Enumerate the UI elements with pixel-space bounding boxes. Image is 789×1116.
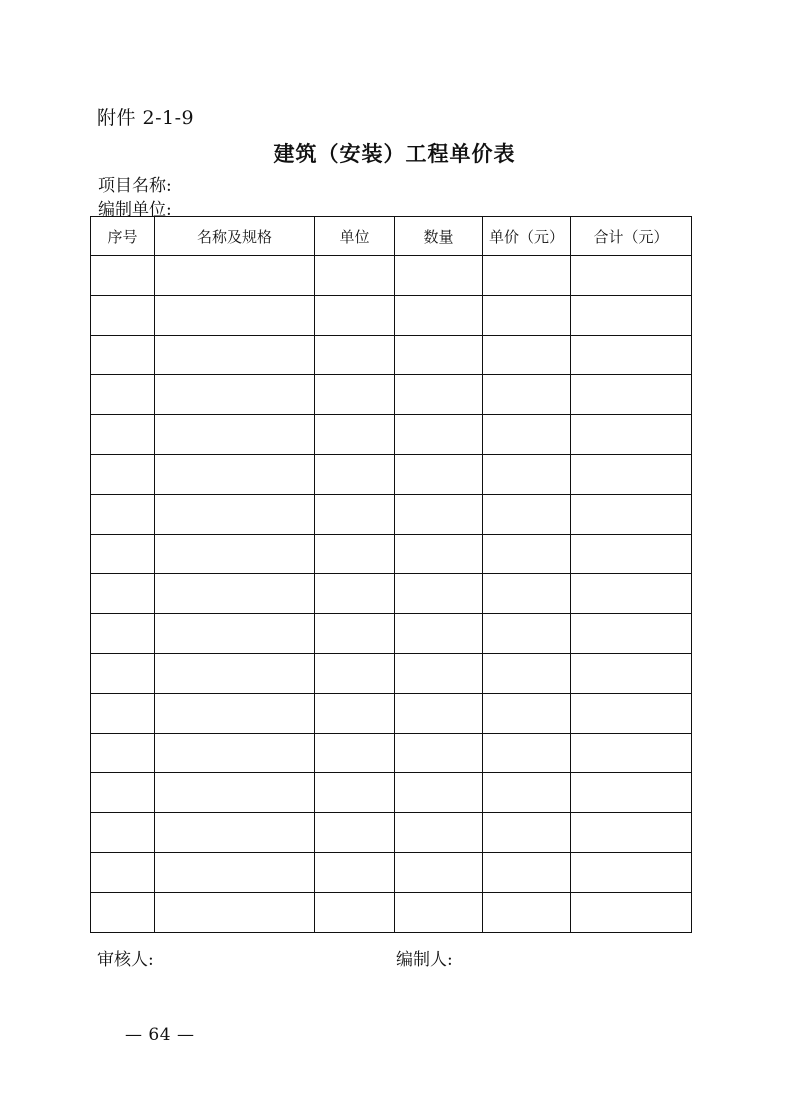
table-cell (315, 852, 395, 892)
table-cell (483, 574, 571, 614)
table-cell (395, 534, 483, 574)
table-cell (571, 693, 692, 733)
column-header-unit: 单位 (315, 217, 395, 256)
table-cell (91, 454, 155, 494)
table-cell (155, 773, 315, 813)
table-cell (91, 693, 155, 733)
compiler-label: 编制人: (396, 950, 453, 970)
table-body (91, 256, 692, 933)
table-cell (91, 534, 155, 574)
table-cell (315, 653, 395, 693)
table-cell (483, 892, 571, 932)
column-header-serial: 序号 (91, 217, 155, 256)
table-cell (91, 256, 155, 296)
table-cell (91, 773, 155, 813)
table-cell (315, 614, 395, 654)
table-cell (571, 335, 692, 375)
table-row (91, 534, 692, 574)
table-cell (155, 852, 315, 892)
table-cell (571, 892, 692, 932)
table-row (91, 852, 692, 892)
page-title: 建筑（安装）工程单价表 (273, 141, 516, 166)
table-cell (155, 335, 315, 375)
table-cell (483, 454, 571, 494)
table-cell (91, 295, 155, 335)
table-cell (315, 534, 395, 574)
table-row (91, 653, 692, 693)
table-row (91, 415, 692, 455)
table-cell (315, 574, 395, 614)
table-cell (571, 375, 692, 415)
table-cell (395, 693, 483, 733)
table-row (91, 614, 692, 654)
table-cell (91, 574, 155, 614)
table-cell (571, 852, 692, 892)
table-cell (155, 653, 315, 693)
table-cell (315, 494, 395, 534)
table-cell (571, 534, 692, 574)
table-cell (315, 415, 395, 455)
table-cell (155, 534, 315, 574)
table-cell (571, 256, 692, 296)
table-header-row (91, 217, 692, 256)
table-cell (315, 813, 395, 853)
table-cell (91, 335, 155, 375)
table-cell (395, 733, 483, 773)
table-cell (483, 614, 571, 654)
table-cell (483, 852, 571, 892)
table-row (91, 375, 692, 415)
table-cell (155, 256, 315, 296)
table-cell (315, 335, 395, 375)
table-cell (155, 415, 315, 455)
table-cell (91, 892, 155, 932)
table-cell (315, 256, 395, 296)
unit-price-table (90, 216, 692, 933)
table-cell (395, 335, 483, 375)
table-cell (155, 813, 315, 853)
table-cell (571, 813, 692, 853)
table-cell (155, 375, 315, 415)
table-cell (315, 693, 395, 733)
table-cell (315, 454, 395, 494)
column-header-unit-price: 单价（元） (483, 217, 571, 256)
column-header-name-spec: 名称及规格 (155, 217, 315, 256)
table-row (91, 813, 692, 853)
table-cell (483, 335, 571, 375)
table-cell (91, 852, 155, 892)
table-row (91, 892, 692, 932)
table-cell (155, 454, 315, 494)
compiling-unit-label: 编制单位: (98, 200, 172, 220)
table-cell (483, 494, 571, 534)
table-cell (483, 295, 571, 335)
table-cell (483, 773, 571, 813)
table-cell (395, 375, 483, 415)
reviewer-label: 审核人: (97, 950, 154, 970)
table-cell (395, 813, 483, 853)
attachment-label: 附件 2-1-9 (97, 107, 195, 129)
table-cell (483, 733, 571, 773)
table-cell (315, 295, 395, 335)
table-row (91, 256, 692, 296)
page-number: — 64 — (125, 1025, 195, 1045)
table-cell (571, 494, 692, 534)
table-cell (571, 773, 692, 813)
table-cell (571, 653, 692, 693)
table-cell (315, 375, 395, 415)
table-cell (91, 653, 155, 693)
table-row (91, 733, 692, 773)
table-row (91, 574, 692, 614)
table-cell (91, 415, 155, 455)
table-row (91, 454, 692, 494)
table-row (91, 295, 692, 335)
table-cell (315, 733, 395, 773)
table-cell (315, 892, 395, 932)
table-cell (395, 256, 483, 296)
table-cell (155, 574, 315, 614)
table-cell (155, 733, 315, 773)
table-cell (483, 653, 571, 693)
table-cell (155, 614, 315, 654)
table-cell (91, 733, 155, 773)
table-cell (571, 415, 692, 455)
table-cell (571, 574, 692, 614)
table-row (91, 335, 692, 375)
table-cell (395, 614, 483, 654)
table-cell (571, 295, 692, 335)
table-cell (395, 653, 483, 693)
table-cell (315, 773, 395, 813)
table-row (91, 773, 692, 813)
table-cell (395, 494, 483, 534)
table-cell (483, 375, 571, 415)
table-cell (483, 813, 571, 853)
table-cell (91, 813, 155, 853)
table-cell (483, 415, 571, 455)
table-cell (395, 892, 483, 932)
table-cell (155, 892, 315, 932)
table-cell (91, 614, 155, 654)
project-name-label: 项目名称: (98, 176, 172, 196)
table-cell (483, 256, 571, 296)
table-cell (571, 614, 692, 654)
table-cell (91, 375, 155, 415)
table-row (91, 494, 692, 534)
table-cell (91, 494, 155, 534)
table-cell (395, 574, 483, 614)
table-cell (395, 415, 483, 455)
table-cell (155, 494, 315, 534)
table-cell (155, 693, 315, 733)
table-row (91, 693, 692, 733)
table-cell (483, 693, 571, 733)
table-cell (571, 454, 692, 494)
table-cell (483, 534, 571, 574)
column-header-quantity: 数量 (395, 217, 483, 256)
table-cell (395, 852, 483, 892)
table-cell (395, 773, 483, 813)
table-cell (571, 733, 692, 773)
column-header-total: 合计（元） (571, 217, 692, 256)
table-cell (395, 295, 483, 335)
table-cell (155, 295, 315, 335)
table-cell (395, 454, 483, 494)
